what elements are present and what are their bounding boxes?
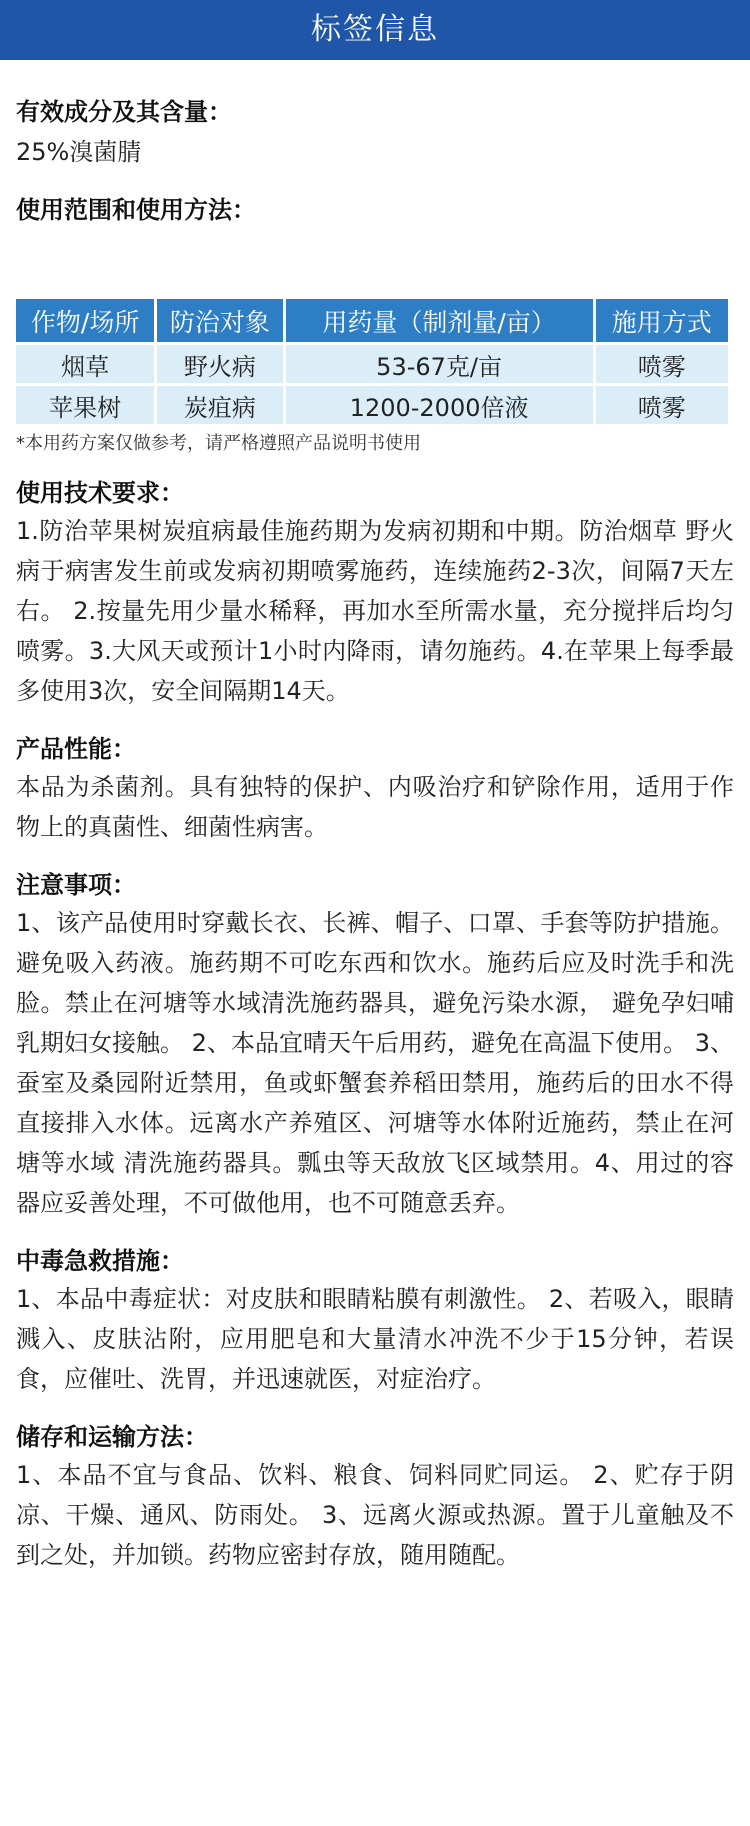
technical-title: 使用技术要求： (16, 479, 184, 507)
storage-text: 1、本品不宜与食品、饮料、粮食、饲料同贮同运。 2、贮存于阴凉、干燥、通风、防雨处。 3、远离火源或热源。置于儿童触及不到之处，并加锁。药物应密封存放，随用随配。 (16, 1461, 734, 1569)
first-aid-section (16, 1245, 734, 1399)
label-content (0, 96, 750, 1575)
table-cell-crop: 烟草 (16, 345, 154, 383)
technical-text: 1.防治苹果树炭疽病最佳施药期为发病初期和中期。防治烟草 野火病于病害发生前或发病初期喷雾施药，连续施药2-3次，间隔7天左右。 2.按量先用少量水稀释，再加水至所需水量，充分搅拌后均匀喷雾。3.大风天或预计1小时内降雨，请勿施药。4.在苹果上每季最多使用3次，安全间隔期14天。 (16, 517, 734, 705)
table-header-dosage: 用药量（制剂量/亩） (286, 299, 593, 342)
ingredients-section (16, 96, 734, 172)
table-cell-method: 喷雾 (596, 386, 728, 424)
ingredients-title: 有效成分及其含量： (16, 98, 232, 126)
table-header-crop: 作物/场所 (16, 299, 154, 342)
table-cell-target: 炭疽病 (157, 386, 282, 424)
performance-text: 本品为杀菌剂。具有独特的保护、内吸治疗和铲除作用，适用于作物上的真菌性、细菌性病害。 (16, 773, 734, 841)
precautions-title: 注意事项： (16, 871, 136, 899)
table-cell-target: 野火病 (157, 345, 282, 383)
dosage-table (13, 296, 731, 427)
precautions-text: 1、该产品使用时穿戴长衣、长裤、帽子、口罩、手套等防护措施。避免吸入药液。施药期不可吃东西和饮水。施药后应及时洗手和洗脸。禁止在河塘等水域清洗施药器具，避免污染水源， 避免孕妇哺乳期妇女接触。 2、本品宜晴天午后用药，避免在高温下使用。 3、蚕室及桑园附近禁用，鱼或虾蟹套养稻田禁用，施药后的田水不得直接排入水体。远离水产养殖区、河塘等水体附近施药，禁止在河塘等水域 清洗施药器具。瓢虫等天敌放飞区域禁用。4、用过的容器应妥善处理，不可做他用，也不可随意丢弃。 (16, 909, 734, 1217)
table-header-method: 施用方式 (596, 299, 728, 342)
usage-section (16, 194, 734, 226)
page-header (0, 0, 750, 60)
performance-title: 产品性能： (16, 735, 136, 763)
first-aid-title: 中毒急救措施： (16, 1247, 184, 1275)
storage-section (16, 1421, 734, 1575)
precautions-section (16, 869, 734, 1223)
ingredients-text: 25%溴菌腈 (16, 138, 142, 166)
table-row (16, 386, 728, 424)
table-cell-method: 喷雾 (596, 345, 728, 383)
table-note: *本用药方案仅做参考，请严格遵照产品说明书使用 (16, 433, 421, 454)
table-header-row (16, 299, 728, 342)
usage-title: 使用范围和使用方法： (16, 196, 256, 224)
page-title: 标签信息 (311, 12, 439, 47)
performance-section (16, 733, 734, 847)
table-cell-dosage: 53-67克/亩 (286, 345, 593, 383)
storage-title: 储存和运输方法： (16, 1423, 208, 1451)
table-cell-dosage: 1200-2000倍液 (286, 386, 593, 424)
table-cell-crop: 苹果树 (16, 386, 154, 424)
table-row (16, 345, 728, 383)
first-aid-text: 1、本品中毒症状：对皮肤和眼睛粘膜有刺激性。 2、若吸入，眼睛溅入、皮肤沾附，应用肥皂和大量清水冲洗不少于15分钟，若误食，应催吐、洗胃，并迅速就医，对症治疗。 (16, 1285, 734, 1393)
table-header-target: 防治对象 (157, 299, 282, 342)
technical-section (16, 477, 734, 711)
dosage-table-wrap (16, 296, 734, 457)
